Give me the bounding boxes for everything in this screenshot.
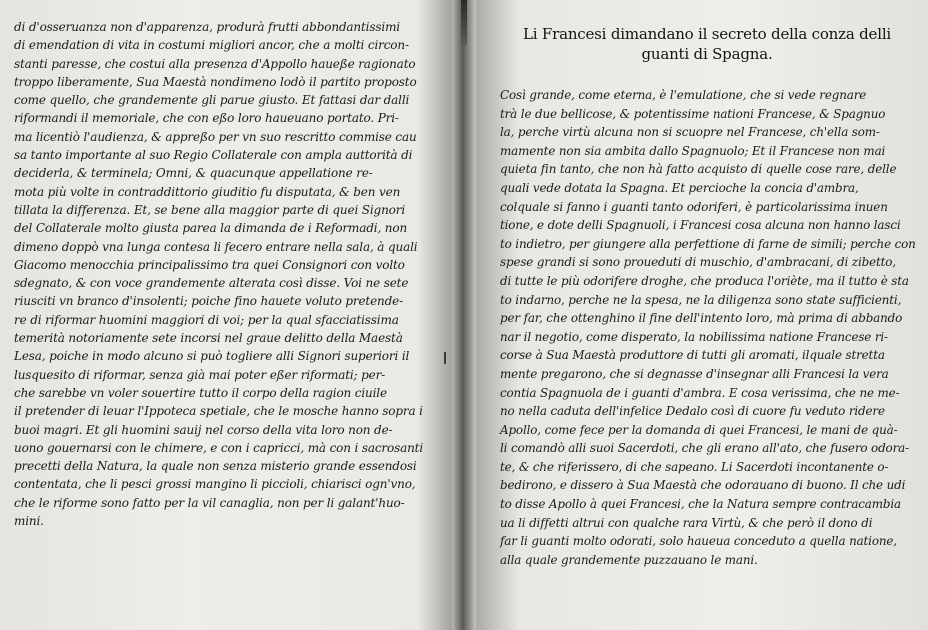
text-line: per far, che ottenghino il fine dell'intento loro, mà prima di abbando	[500, 311, 903, 326]
text-line: il pretender di leuar l'Ippoteca spetiale, che le mosche hanno sopra i	[14, 404, 423, 419]
text-line: contia Spagnuola de i guanti d'ambra. E cosa verissima, che ne me-	[500, 385, 900, 400]
text-line: quieta fin tanto, che non hà fatto acquisto di quelle cose rare, delle	[500, 162, 897, 177]
left-page	[0, 0, 452, 630]
text-line: to indietro, per giungere alla perfettione di farne de simili; perche con	[500, 236, 916, 251]
text-line: tillata la differenza. Et, se bene alla maggior parte di quei Signori	[14, 202, 406, 217]
text-line: re di riformar huomini maggiori di voi; per la qual sfacciatissima	[14, 312, 399, 327]
text-line: to disse Apollo à quei Francesi, che la Natura sempre contracambia	[500, 497, 902, 512]
text-line: nar il negotio, come disperato, la nobilissima natione Francese ri-	[500, 329, 888, 344]
book-gutter	[452, 0, 476, 630]
text-line: ma licentiò l'audienza, & appreßo per vn suo rescritto commise cau	[14, 129, 417, 144]
text-line: te, & che riferissero, di che sapeano. Li Sacerdoti incontanente o-	[500, 459, 889, 474]
text-line: lusquesito di riformar, senza già mai poter eßer riformati; per-	[14, 367, 386, 382]
text-line: come quello, che grandemente gli parue giusto. Et fattasi dar dalli	[14, 93, 410, 108]
text-line: Lesa, poiche in modo alcuno si può togliere alli Signori superiori il	[14, 349, 410, 364]
text-line: mini.	[14, 514, 44, 529]
text-line: alla quale grandemente puzzauano le mani.	[500, 552, 758, 567]
text-line: precetti della Natura, la quale non senza misterio grande essendosi	[14, 459, 417, 474]
text-line: dimeno doppò vna lunga contesa li fecero entrare nella sala, à quali	[14, 239, 418, 254]
text-line: temerità notoriamente sete incorsi nel graue delitto della Maestà	[14, 331, 403, 346]
text-line: di d'osseruanza non d'apparenza, produrà frutti abbondantissimi	[14, 20, 400, 34]
text-line: sdegnato, & con voce grandemente alterata così disse. Voi ne sete	[14, 276, 409, 291]
chapter-heading-line: guanti di Spagna.	[641, 45, 773, 63]
right-page	[476, 0, 928, 630]
text-line: quali vede dotata la Spagna. Et percioche la concia d'ambra,	[500, 180, 859, 195]
text-line: buoi magri. Et gli huomini sauij nel corso della vita loro non de-	[14, 422, 393, 437]
binding-thread	[461, 0, 467, 46]
text-line: riusciti vn branco d'insolenti; poiche fino hauete voluto pretende-	[14, 294, 403, 309]
text-line: contentata, che li pesci grossi mangino li piccioli, chiarisci ogn'vno,	[14, 477, 416, 492]
text-line: li comandò alli suoi Sacerdoti, che gli erano all'ato, che fusero odora-	[500, 441, 909, 456]
text-line: di tutte le più odorifere droghe, che produca l'oriète, ma il tutto è sta	[500, 273, 909, 288]
text-line: to indarno, perche ne la spesa, ne la diligenza sono state sufficienti,	[500, 292, 902, 307]
text-line: uono gouernarsi con le chimere, e con i capricci, mà con i sacrosanti	[14, 440, 424, 455]
margin-mark	[444, 352, 446, 364]
text-line: trà le due bellicose, & potentissime nationi Francese, & Spagnuo	[500, 106, 886, 121]
left-page-text	[14, 18, 423, 530]
text-line: mota più volte in contraddittorio giuditio fu disputata, & ben ven	[14, 184, 401, 199]
text-line: che le riforme sono fatto per la vil canaglia, non per li galant'huo-	[14, 495, 405, 510]
text-line: sa tanto importante al suo Regio Collaterale con ampla auttorità di	[14, 148, 413, 163]
text-line: no nella caduta dell'infelice Dedalo così di cuore fu veduto ridere	[500, 404, 885, 419]
text-line: tione, e dote delli Spagnuoli, i Francesi cosa alcuna non hanno lasci	[500, 218, 901, 233]
text-line: mente pregarono, che si degnasse d'insegnar alli Francesi la vera	[500, 366, 889, 381]
text-line: Apollo, come fece per la domanda di quei Francesi, le mani de quà-	[500, 422, 898, 437]
text-line: spese grandi si sono proueduti di muschio, d'ambracani, di zibetto,	[500, 255, 896, 270]
text-line: che sarebbe vn voler souertire tutto il corpo della ragion ciuile	[14, 385, 387, 400]
chapter-heading	[522, 24, 892, 64]
right-page-text	[500, 86, 916, 569]
text-line: colquale si fanno i guanti tanto odoriferi, è particolarissima inuen	[500, 199, 888, 214]
text-line: Così grande, come eterna, è l'emulatione, che si vede regnare	[500, 88, 867, 102]
chapter-heading-line: Li Francesi dimandano il secreto della conza delli	[522, 25, 892, 43]
text-line: di emendation di vita in costumi migliori ancor, che a molti circon-	[14, 38, 409, 53]
text-line: deciderla, & terminela; Omni, & quacunque appellatione re-	[14, 166, 373, 181]
text-line: troppo liberamente, Sua Maestà nondimeno lodò il partito proposto	[14, 74, 417, 89]
text-line: far li guanti molto odorati, solo haueua conceduto a quella natione,	[500, 534, 897, 549]
text-line: stanti paresse, che costui alla presenza d'Appollo haueße ragionato	[14, 56, 416, 71]
text-line: riformandi il memoriale, che con eßo loro haueuano portato. Pri-	[14, 111, 399, 126]
text-line: mamente non sia ambita dallo Spagnuolo; Et il Francese non mai	[500, 143, 886, 158]
text-line: Giacomo menocchia principalissimo tra quei Consignori con volto	[14, 257, 405, 272]
text-line: ua li diffetti altrui con qualche rara Virtù, & che però il dono di	[500, 515, 873, 530]
text-line: la, perche virtù alcuna non si scuopre nel Francese, ch'ella som-	[500, 125, 880, 140]
text-line: bedirono, e dissero à Sua Maestà che odorauano di buono. Il che udi	[500, 478, 906, 493]
text-line: corse à Sua Maestà produttore di tutti gli aromati, ilquale stretta	[500, 348, 885, 363]
text-line: del Collaterale molto giusta parea la dimanda de i Reformadi, non	[14, 221, 408, 236]
